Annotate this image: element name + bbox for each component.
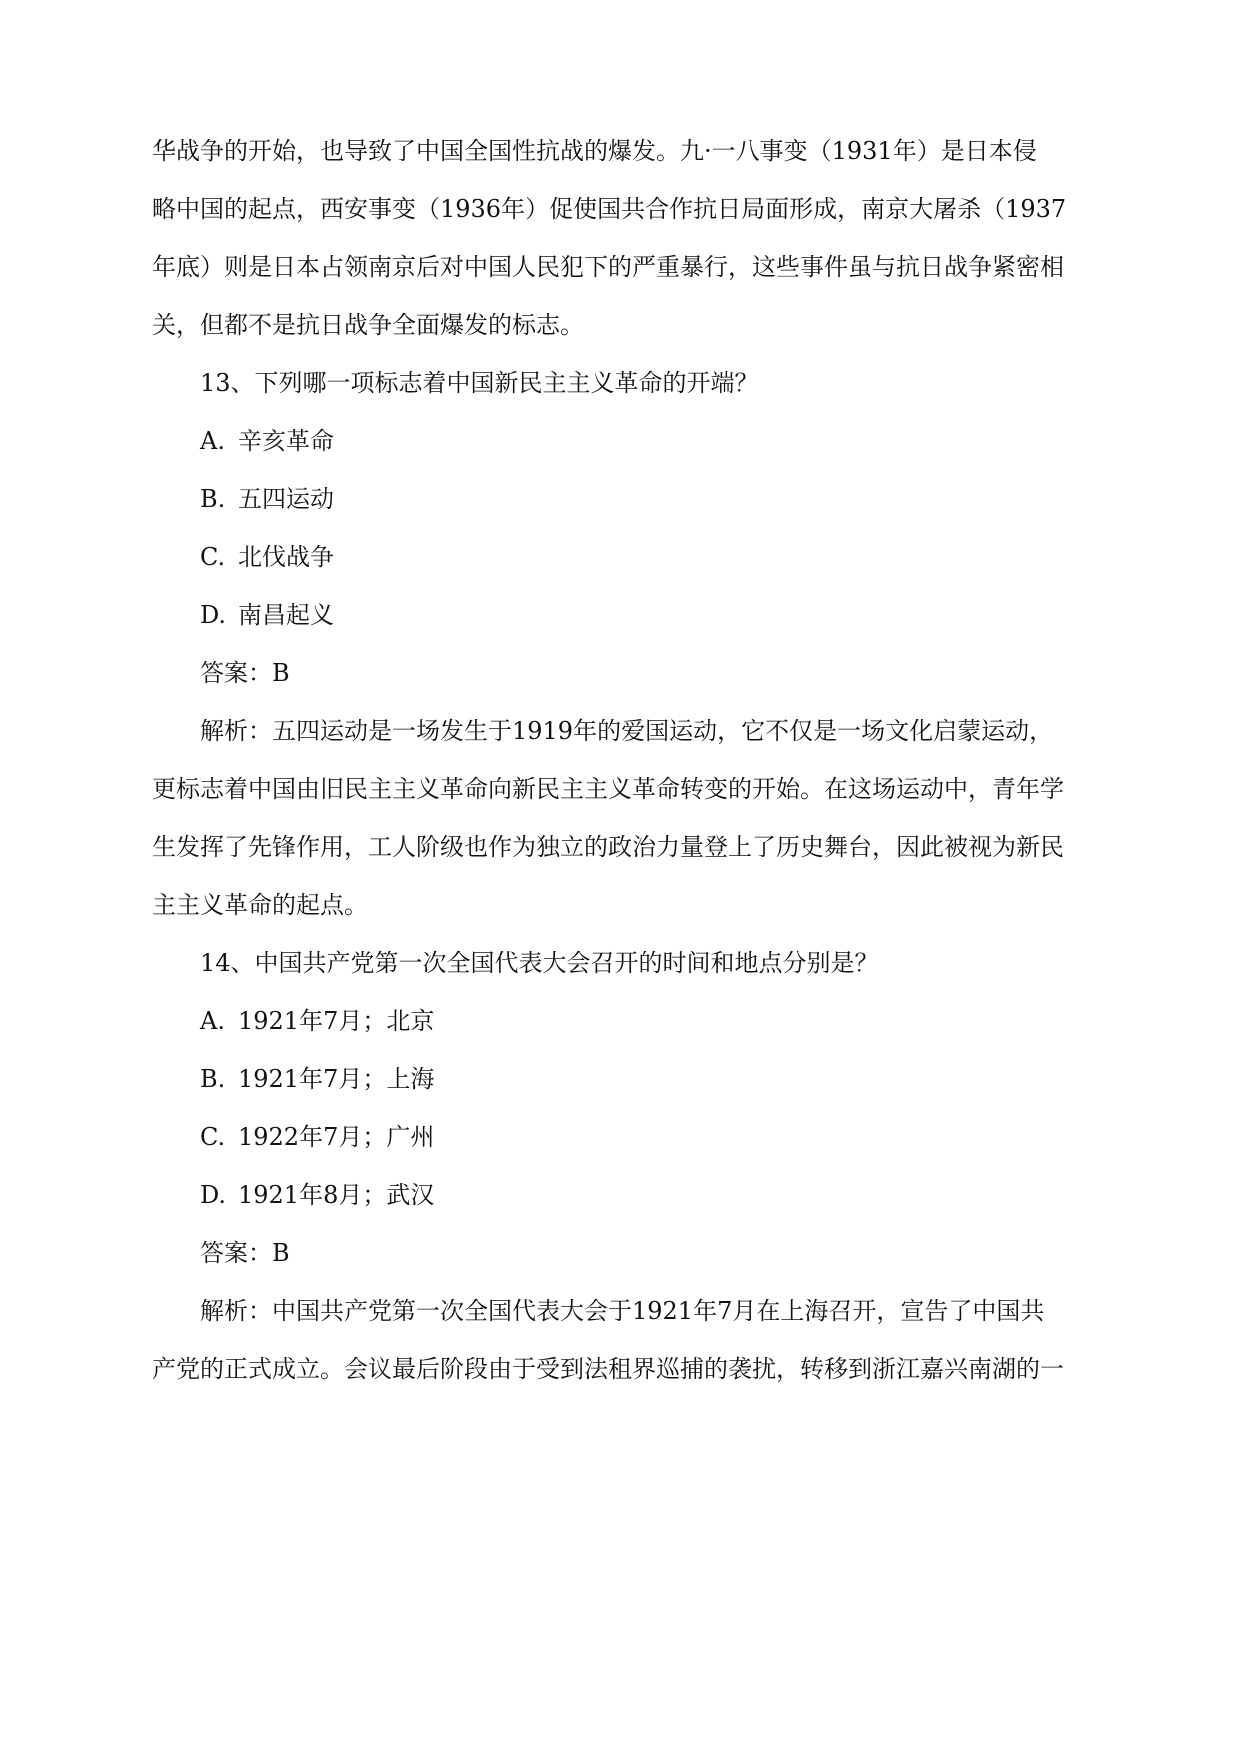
q13-answer: 答案：B xyxy=(200,659,290,687)
q13-option-d xyxy=(200,600,334,630)
prev-explanation-line: 年底）则是日本占领南京后对中国人民犯下的严重暴行，这些事件虽与抗日战争紧密相 xyxy=(152,253,1064,281)
prev-explanation-line: 略中国的起点，西安事变（1936年）促使国共合作抗日局面形成，南京大屠杀（1937 xyxy=(152,195,1067,223)
prev-explanation-line: 关，但都不是抗日战争全面爆发的标志。 xyxy=(152,311,584,339)
q14-answer: 答案：B xyxy=(200,1239,290,1267)
option-text: 五四运动 xyxy=(238,485,334,513)
q13-option-b xyxy=(200,484,334,514)
option-letter: D. xyxy=(200,601,227,629)
option-text: 1922年7月；广州 xyxy=(238,1123,435,1151)
option-text: 1921年7月；北京 xyxy=(238,1007,435,1035)
option-letter: A. xyxy=(200,427,225,455)
q14-explanation-line: 解析：中国共产党第一次全国代表大会于1921年7月在上海召开，宣告了中国共 xyxy=(200,1297,1045,1325)
question-13: 13、下列哪一项标志着中国新民主主义革命的开端？ xyxy=(200,369,759,397)
option-text: 1921年8月；武汉 xyxy=(238,1181,435,1209)
option-letter: C. xyxy=(200,1123,226,1151)
q13-option-c xyxy=(200,542,334,572)
option-letter: C. xyxy=(200,543,226,571)
option-letter: A. xyxy=(200,1007,225,1035)
q13-explanation-line: 更标志着中国由旧民主主义革命向新民主主义革命转变的开始。在这场运动中，青年学 xyxy=(152,775,1064,803)
q13-explanation-line: 解析：五四运动是一场发生于1919年的爱国运动，它不仅是一场文化启蒙运动， xyxy=(200,717,1054,745)
option-text: 南昌起义 xyxy=(238,601,334,629)
option-letter: D. xyxy=(200,1181,227,1209)
q13-explanation-line: 生发挥了先锋作用，工人阶级也作为独立的政治力量登上了历史舞台，因此被视为新民 xyxy=(152,833,1064,861)
option-letter: B. xyxy=(200,485,226,513)
q13-explanation-line: 主主义革命的起点。 xyxy=(152,891,368,919)
question-14: 14、中国共产党第一次全国代表大会召开的时间和地点分别是？ xyxy=(200,949,879,977)
prev-explanation-line: 华战争的开始，也导致了中国全国性抗战的爆发。九·一八事变（1931年）是日本侵 xyxy=(152,137,1037,165)
q14-option-c xyxy=(200,1122,434,1152)
q14-explanation-line: 产党的正式成立。会议最后阶段由于受到法租界巡捕的袭扰，转移到浙江嘉兴南湖的一 xyxy=(152,1355,1064,1383)
q14-option-a xyxy=(200,1006,434,1036)
q14-option-b xyxy=(200,1064,434,1094)
option-text: 1921年7月；上海 xyxy=(238,1065,435,1093)
q13-option-a xyxy=(200,426,334,456)
q14-option-d xyxy=(200,1180,434,1210)
option-letter: B. xyxy=(200,1065,226,1093)
option-text: 北伐战争 xyxy=(238,543,334,571)
option-text: 辛亥革命 xyxy=(238,427,334,455)
